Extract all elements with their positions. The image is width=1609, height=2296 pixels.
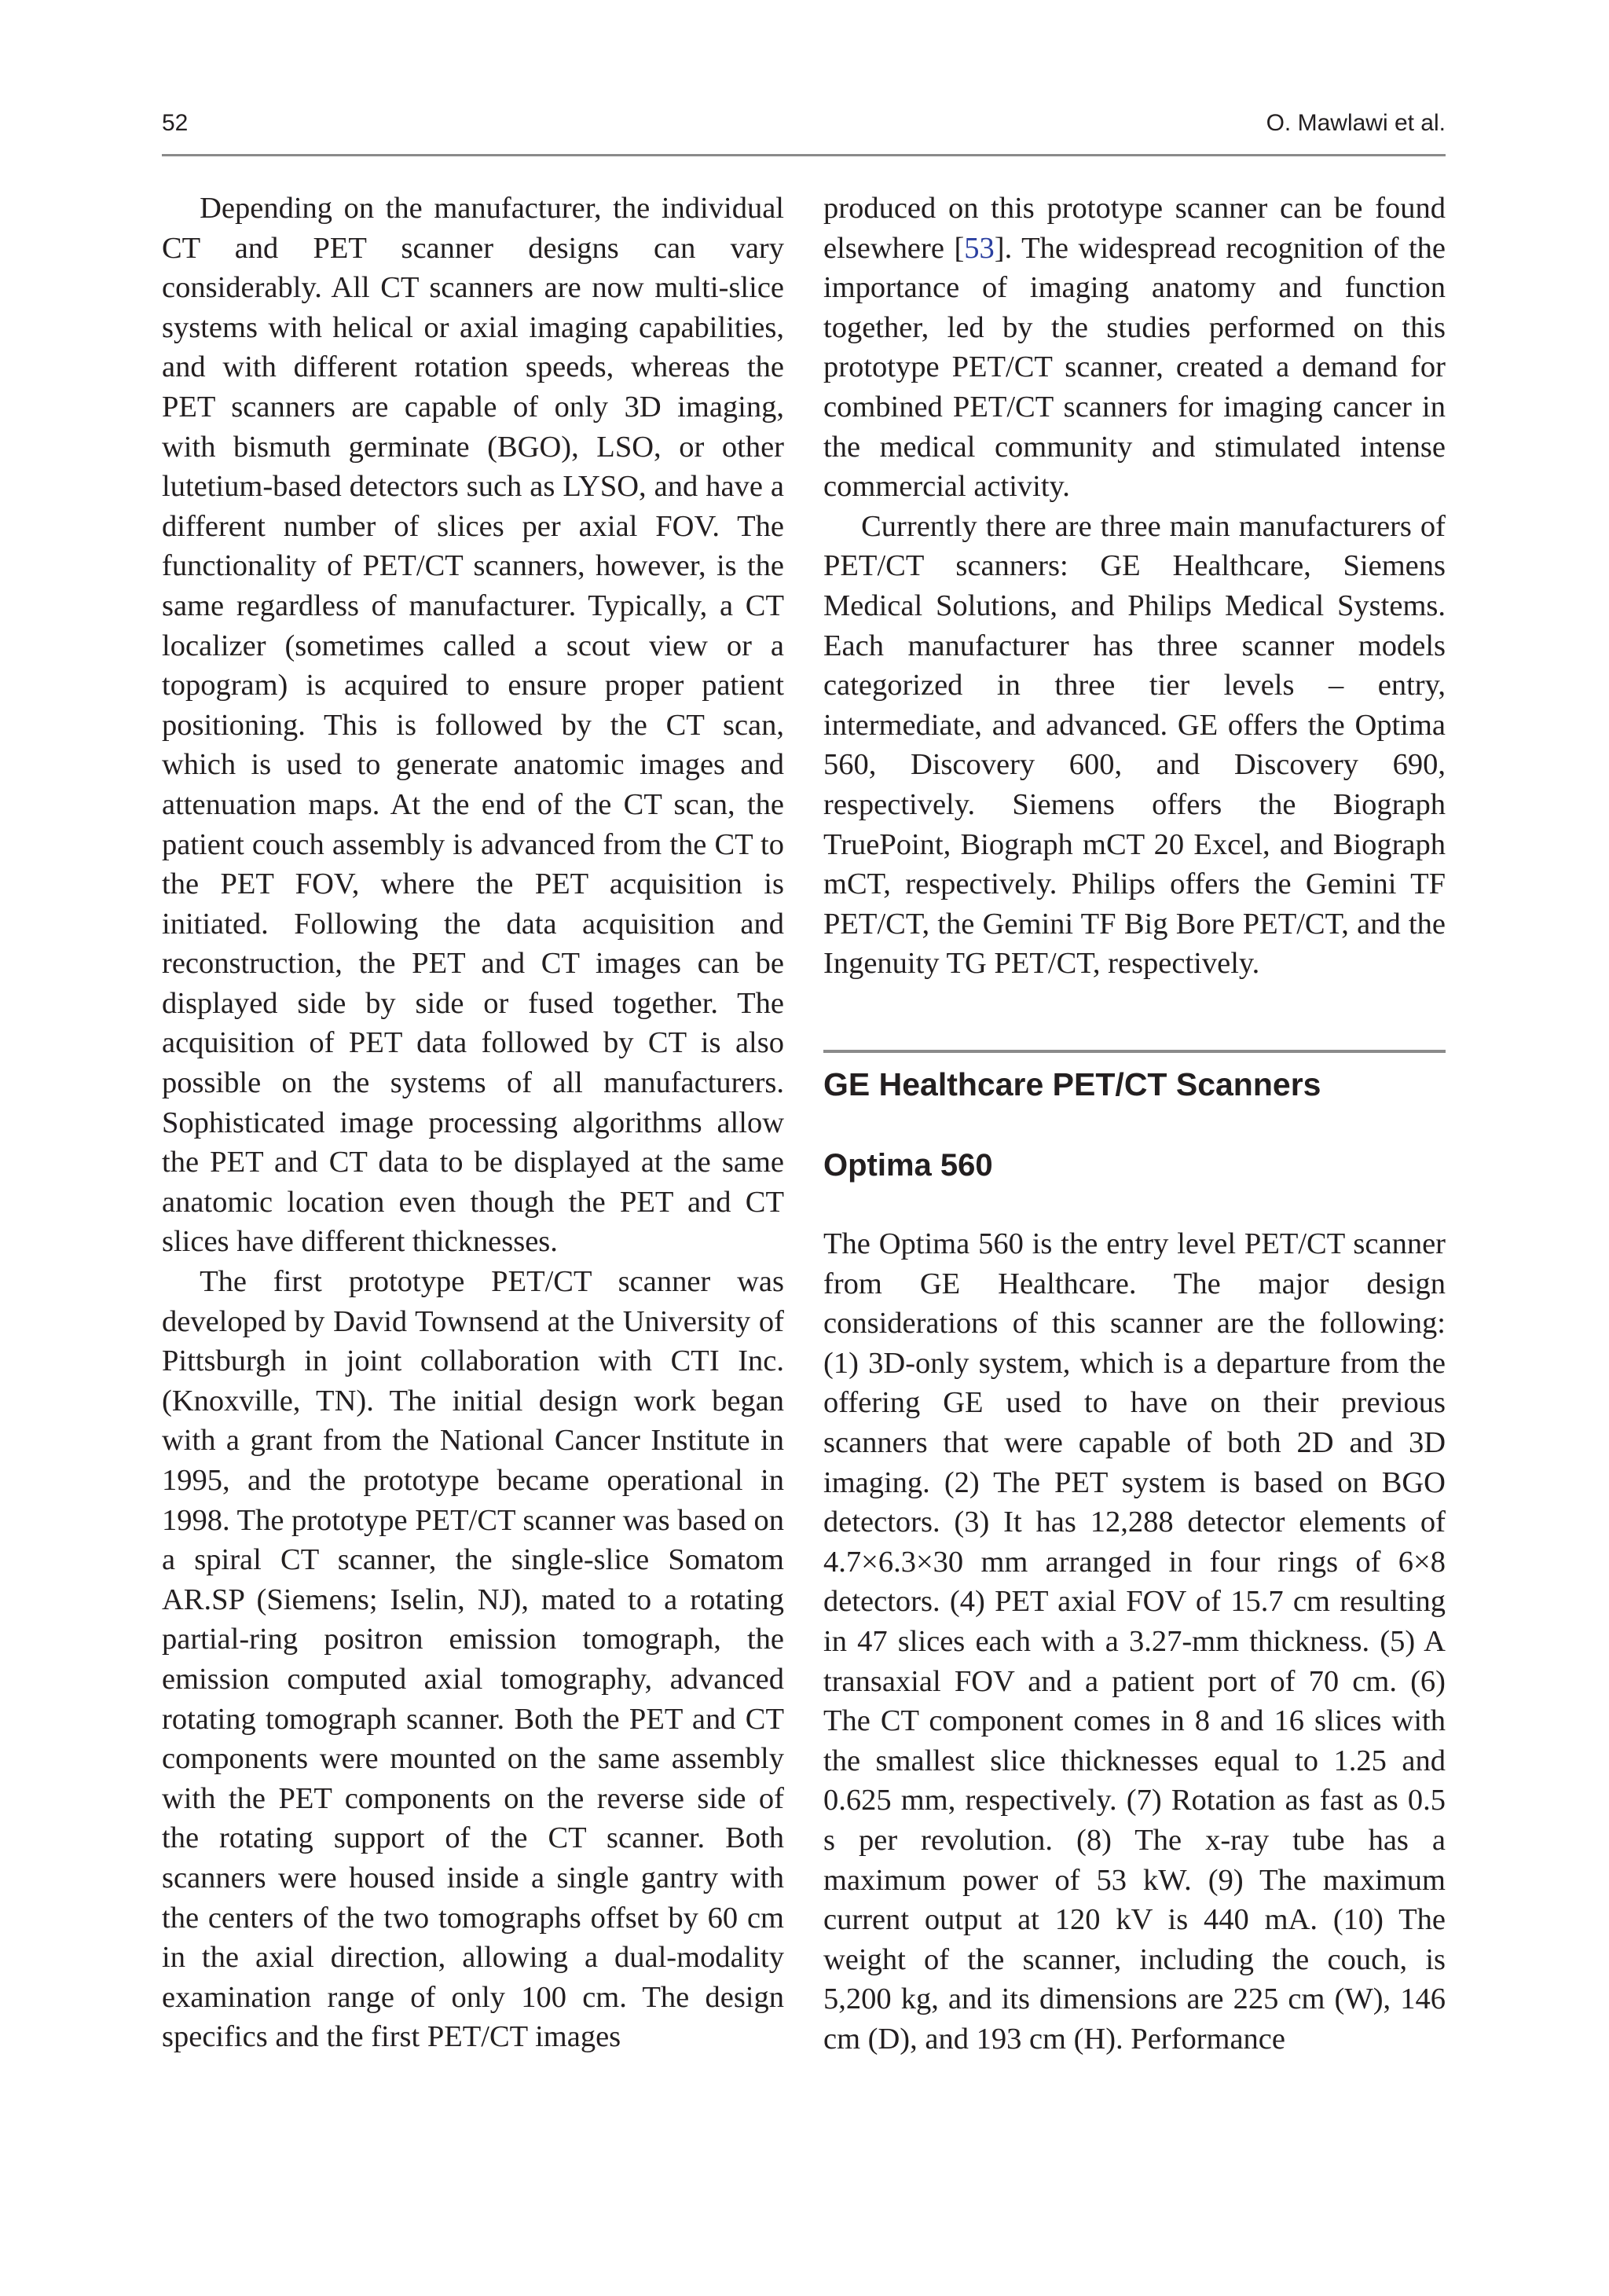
left-paragraph-2: The first prototype PET/CT scanner was developed by David Townsend at the University of Pittsburgh in joint collaboration with CTI Inc. (Knoxville, TN). The initial design work began with a grant from the National Cancer Institute in 1995, and the prototype became operational in 1998. The prototype PET/CT scanner was based on a spiral CT scanner, the single-slice Somatom AR.SP (Siemens; Iselin, NJ), mated to a rotating partial-ring positron emission tomograph, the emission computed axial tomography, advanced rotating tomograph scanner. Both the PET and CT components were mounted on the same assembly with the PET components on the reverse side of the rotating support of the CT scanner. Both scanners were housed inside a single gantry with the centers of the two tomographs offset by 60 cm in the axial direction, allowing a dual-modality examination range of only 100 cm. The design specifics and the first PET/CT images xyxy=(162,1265,784,2054)
section-heading: GE Healthcare PET/CT Scanners xyxy=(823,1066,1321,1102)
page-number: 52 xyxy=(162,110,189,136)
right-paragraph-1 xyxy=(823,189,1446,507)
right-column-top xyxy=(823,189,1446,984)
left-paragraph-1: Depending on the manufacturer, the individual CT and PET scanner designs can vary considerably. All CT scanners are now multi-slice systems with helical or axial imaging capabilities, and with different rotation speeds, whereas the PET scanners are capable of only 3D imaging, with bismuth germinate (BGO), LSO, or other lutetium-based detectors such as LYSO, and have a different number of slices per axial FOV. The functionality of PET/CT scanners, however, is the same regardless of manufacturer. Typically, a CT localizer (sometimes called a scout view or a topogram) is acquired to ensure proper patient positioning. This is followed by the CT scan, which is used to generate anatomic images and attenuation maps. At the end of the CT scan, the patient couch assembly is advanced from the CT to the PET FOV, where the PET acquisition is initiated. Following the data acquisition and reconstruction, the PET and CT images can be displayed side by side or fused together. The acquisition of PET data followed by CT is also possible on the systems of all manufacturers. Sophisticated image processing algorithms allow the PET and CT data to be displayed at the same anatomic location even though the PET and CT slices have different thicknesses. xyxy=(162,192,784,1259)
header-rule xyxy=(162,154,1446,156)
subsection-heading: Optima 560 xyxy=(823,1148,993,1183)
running-author: O. Mawlawi et al. xyxy=(1266,110,1446,136)
right-paragraph-1-text-a: produced on this prototype scanner can be found elsewhere [ xyxy=(823,192,1446,265)
right-paragraph-3: The Optima 560 is the entry level PET/CT scanner from GE Healthcare. The major design considerations of this scanner are the following: (1) 3D-only system, which is a departure from the offering GE used to have on their previous scanners that were capable of both 2D and 3D imaging. (2) The PET system is based on BGO detectors. (3) It has 12,288 detector elements of 4.7×6.3×30 mm arranged in four rings of 6×8 detectors. (4) PET axial FOV of 15.7 cm resulting in 47 slices each with a 3.27-mm thickness. (5) A transaxial FOV and a patient port of 70 cm. (6) The CT component comes in 8 and 16 slices with the smallest slice thicknesses equal to 1.25 and 0.625 mm, respectively. (7) Rotation as fast as 0.5 s per revolution. (8) The x-ray tube has a maximum power of 53 kW. (9) The maximum current output at 120 kV is 440 mA. (10) The weight of the scanner, including the couch, is 5,200 kg, and its dimensions are 225 cm (W), 146 cm (D), and 193 cm (H). Performance xyxy=(823,1227,1446,2056)
right-column-bottom xyxy=(823,1224,1446,2059)
section-rule xyxy=(823,1050,1446,1053)
left-column xyxy=(162,189,784,2057)
right-paragraph-2: Currently there are three main manufacturers of PET/CT scanners: GE Healthcare, Siemens Medical Solutions, and Philips Medical Systems. Each manufacturer has three scanner models categorized in three tier levels – entry, intermediate, and advanced. GE offers the Optima 560, Discovery 600, and Discovery 690, respectively. Siemens offers the Biograph TruePoint, Biograph mCT 20 Excel, and Biograph mCT, respectively. Philips offers the Gemini TF PET/CT, the Gemini TF Big Bore PET/CT, and the Ingenuity TG PET/CT, respectively. xyxy=(823,509,1446,981)
page-header xyxy=(162,110,1446,143)
right-paragraph-1-text-b: ]. The widespread recognition of the importance of imaging anatomy and function together, led by the studies performed on this prototype PET/CT scanner, created a demand for combined PET/CT scanners for imaging cancer in the medical community and stimulated intense commercial activity. xyxy=(823,231,1446,504)
citation-link[interactable]: 53 xyxy=(964,231,995,265)
